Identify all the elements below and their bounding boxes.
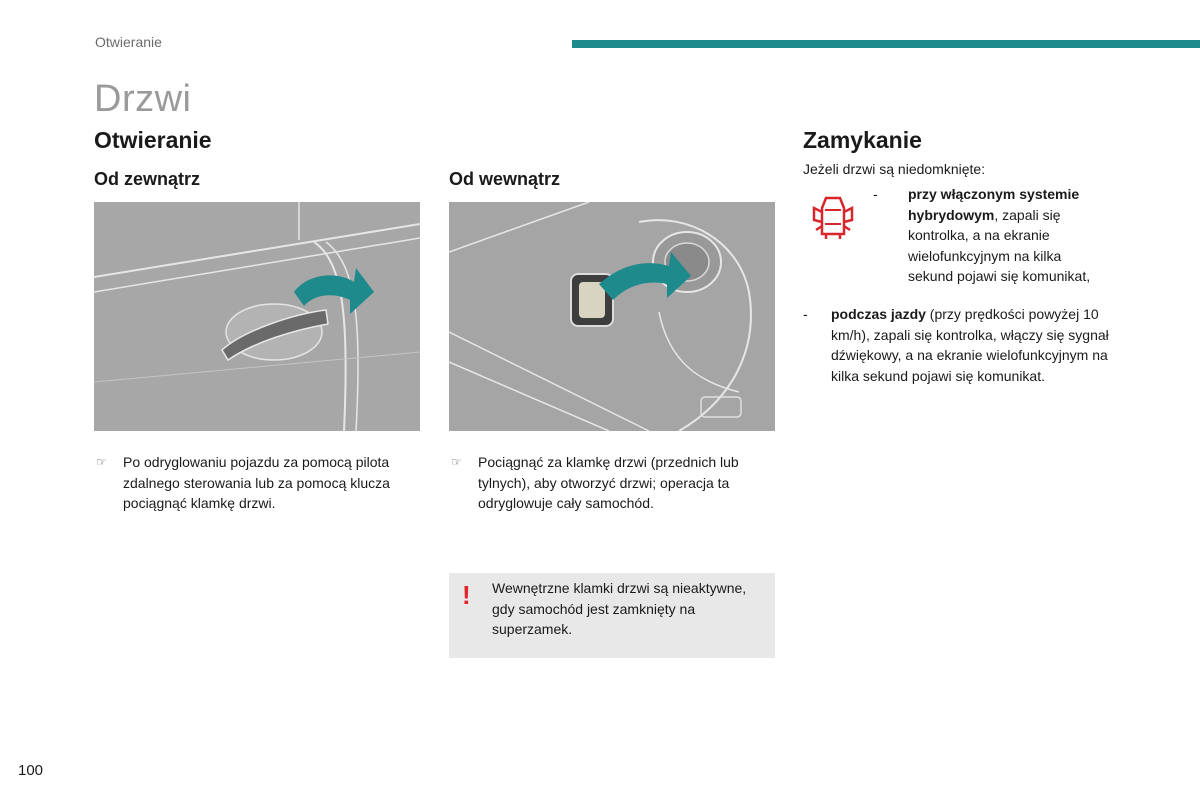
list-dash: - xyxy=(873,186,878,202)
running-header: Otwieranie xyxy=(95,34,162,50)
list-dash: - xyxy=(803,306,808,322)
inside-instruction: Pociągnąć za klamkę drzwi (przednich lub tylnych), aby otworzyć drzwi; operacja ta odryglowuje cały samochód. xyxy=(478,454,739,511)
closing-item-hybrid-rest: , zapali się kontrolka, a na ekranie wielofunkcyjnym na kilka sekund pojawi się komunikat, xyxy=(908,206,1091,284)
outside-heading: Od zewnątrz xyxy=(94,169,201,189)
closing-heading: Zamykanie xyxy=(803,127,922,153)
header-accent-bar xyxy=(572,40,1200,48)
warning-text: Wewnętrzne klamki drzwi są nieaktywne, gdy samochód jest zamknięty na superzamek. xyxy=(492,580,747,637)
closing-item-driving xyxy=(831,304,1131,386)
closing-item-hybrid xyxy=(908,184,1108,287)
exclamation-icon: ! xyxy=(462,580,471,610)
inside-heading: Od wewnątrz xyxy=(449,169,561,189)
exterior-door-handle-illustration xyxy=(94,202,420,431)
closing-intro: Jeżeli drzwi są niedomknięte: xyxy=(803,161,986,177)
closing-item-driving-rest: (przy prędkości powyżej 10 km/h), zapali się kontrolka, włączy się sygnał dźwiękowy, a na ekranie wielofunkcyjnym na kilka sekund pojawi się komunikat. xyxy=(831,306,1109,384)
closing-item-hybrid-bold: przy włączonym systemie hybrydowym xyxy=(908,186,1080,223)
open-door-warning-icon xyxy=(812,194,854,247)
page-title: Drzwi xyxy=(94,78,192,120)
outside-instruction: Po odryglowaniu pojazdu za pomocą pilota zdalnego sterowania lub za pomocą klucza pociągnąć klamkę drzwi. xyxy=(123,454,390,511)
opening-heading: Otwieranie xyxy=(94,127,212,153)
interior-door-handle-illustration xyxy=(449,202,775,431)
hand-pointer-icon: ☞ xyxy=(451,455,462,469)
page-number: 100 xyxy=(18,762,44,779)
hand-pointer-icon: ☞ xyxy=(96,455,107,469)
closing-item-driving-bold: podczas jazdy xyxy=(831,306,926,322)
